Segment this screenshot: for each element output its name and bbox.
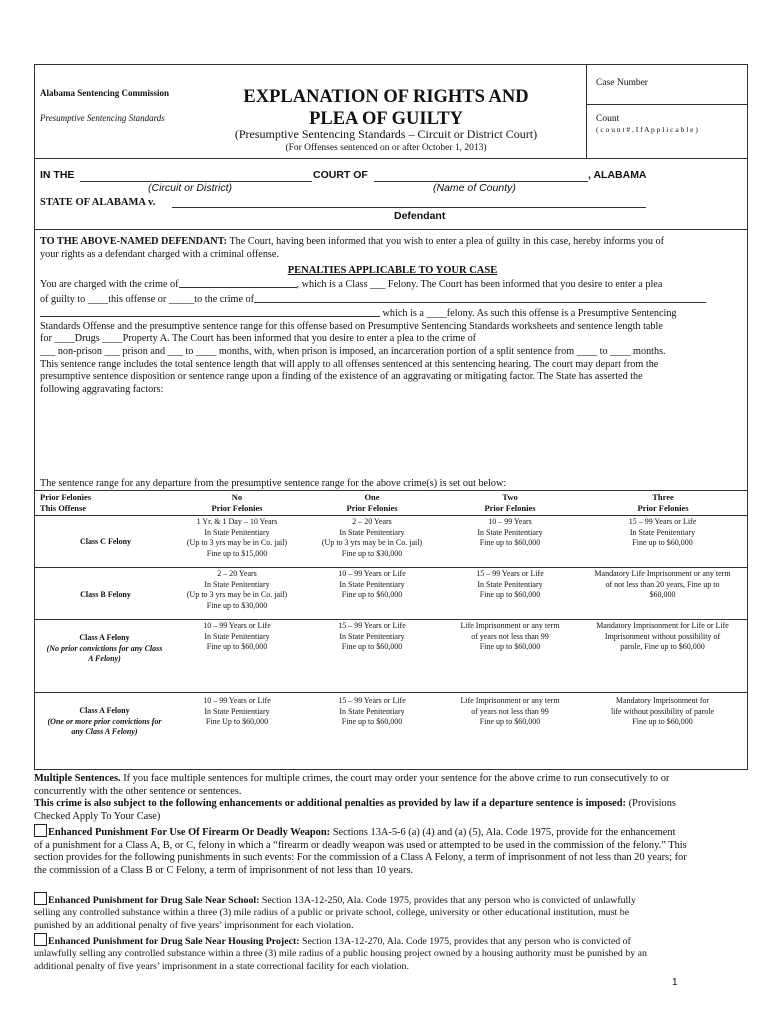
title-line-1: EXPLANATION OF RIGHTS AND xyxy=(243,87,529,107)
cell-line: Fine up to $60,000 xyxy=(341,717,403,726)
cell-a2-none xyxy=(175,696,299,728)
court-type-field[interactable] xyxy=(80,168,312,181)
cell-line: In State Penitentiary xyxy=(339,527,405,537)
row-line xyxy=(34,619,748,620)
cell-line: In State Penitentiary xyxy=(204,527,270,537)
row-head-class-c: Class C Felony xyxy=(79,537,132,546)
cell-a2-three xyxy=(580,696,745,728)
court-divider xyxy=(34,229,748,230)
cell-line: Fine up to $60,000 xyxy=(632,717,693,726)
cell-line: In State Penitentiary xyxy=(477,527,543,537)
cell-line: 15 – 99 Years or Life xyxy=(628,517,697,526)
count-label: Count xyxy=(596,114,620,124)
cell-line: Imprisonment without possibility of xyxy=(604,631,721,641)
cell-line: Fine Up to $60,000 xyxy=(205,717,269,726)
col-header-line: Prior Felonies xyxy=(211,503,263,513)
corner-prior-felonies: Prior Felonies xyxy=(40,492,92,502)
cell-line: Fine up to $60,000 xyxy=(341,590,403,599)
firearm-title: Enhanced Punishment For Use Of Firearm Or Deadly Weapon: xyxy=(48,826,331,838)
cell-line: $60,000 xyxy=(649,590,676,599)
school-text-2: selling any controlled substance within a three (3) mile radius of a public or private school, college, university or other educational institution, must be xyxy=(34,907,630,919)
cell-line: In State Penitentiary xyxy=(339,631,405,641)
cell-line: 10 – 99 Years or Life xyxy=(338,569,406,578)
row-line xyxy=(34,515,748,516)
cell-line: (Up to 3 yrs may be in Co. jail) xyxy=(186,590,288,599)
cell-line: 1 Yr. & 1 Day – 10 Years xyxy=(196,517,278,526)
cell-line: Fine up to $60,000 xyxy=(479,590,541,599)
enhancements-lead: This crime is also subject to the following enhancements or additional penalties as provided by law if a departure sentence is imposed: xyxy=(34,798,626,810)
in-the-label: IN THE xyxy=(40,169,75,181)
felony-text: which is a ____felony. As such this offense is a Presumptive Sentencing xyxy=(380,308,677,320)
case-number-field[interactable] xyxy=(590,90,744,103)
col-header-line: No xyxy=(231,492,243,502)
multiple-text: If you face multiple sentences for multiple crimes, the court may order your sentence for the above crime to run consecutively to or xyxy=(120,773,670,784)
col-header-line: Two xyxy=(502,492,518,502)
multiple-text-2: concurrently with the other sentence or sentences. xyxy=(34,785,242,797)
cell-a1-three xyxy=(580,621,745,653)
plea-crime-field-2[interactable] xyxy=(40,306,380,317)
cell-line: In State Penitentiary xyxy=(477,579,543,589)
cell-line: Mandatory Imprisonment for Life or Life xyxy=(596,621,729,630)
cell-line: of years not less than 99 xyxy=(471,706,549,716)
cell-line: Mandatory Life Imprisonment or any term xyxy=(594,569,731,578)
range-text-1: This sentence range includes the total sentence length that will apply to all offenses sentenced at this sentencing hearing. The court may depart from the xyxy=(40,358,659,370)
housing-text-2: unlawfully selling any controlled substance within a three (3) mile radius of a public housing project owned by a housing authority must be punished by an xyxy=(34,948,647,960)
cell-line: Mandatory Imprisonment for xyxy=(615,696,710,705)
standards-text: Standards Offense and the presumptive sentence range for this offense based on Presumptive Sentencing Standards worksheets and sentence length table xyxy=(40,320,663,332)
cell-line: Fine up to $60,000 xyxy=(479,538,541,547)
intro-paragraph xyxy=(40,236,745,261)
cell-b-three xyxy=(580,569,745,601)
defendant-label: Defendant xyxy=(394,210,446,222)
cell-line: 15 – 99 Years or Life xyxy=(476,569,544,578)
housing-title: Enhanced Punishment for Drug Sale Near Housing Project: xyxy=(48,935,300,947)
court-of-label: COURT OF xyxy=(313,169,368,181)
cell-line: In State Penitentiary xyxy=(339,706,405,716)
state-v-label: STATE OF ALABAMA v. xyxy=(40,197,156,208)
col-header-line: Three xyxy=(652,492,674,502)
alabama-label: , ALABAMA xyxy=(588,169,647,181)
county-field[interactable] xyxy=(374,168,588,181)
school-title: Enhanced Punishment for Drug Sale Near School: xyxy=(48,894,260,906)
row-line xyxy=(34,567,748,568)
row-head-sub: (One or more prior convictions for any Class A Felony) xyxy=(47,716,162,736)
cell-a2-two xyxy=(448,696,572,728)
cell-line: 15 – 99 Years or Life xyxy=(338,621,406,630)
housing-checkbox[interactable] xyxy=(34,933,47,946)
school-text-3: punished by an additional penalty of five years’ imprisonment for each violation. xyxy=(34,920,354,932)
cell-line: 2 – 20 Years xyxy=(217,569,257,578)
case-box-divider xyxy=(586,64,587,158)
cell-a1-none xyxy=(175,621,299,653)
lower-section xyxy=(34,773,748,974)
title-line-2: PLEA OF GUILTY xyxy=(309,109,463,129)
cell-line: (Up to 3 yrs may be in Co. jail) xyxy=(186,538,288,547)
plea-text: of guilty to ____this offense or _____to the crime of xyxy=(40,293,254,305)
cell-c-two xyxy=(448,517,572,549)
row-head-sub: (No prior convictions for any Class A Felony) xyxy=(46,643,163,663)
form-subtitle-date: (For Offenses sentenced on or after October 1, 2013) xyxy=(285,143,487,153)
cell-a1-one xyxy=(310,621,434,653)
housing-text-3: additional penalty of five years’ imprisonment in a state correctional facility for each violation. xyxy=(34,961,409,973)
penalties-paragraph xyxy=(40,277,745,396)
header-divider xyxy=(34,158,748,159)
cell-line: Fine up to $15,000 xyxy=(206,548,268,558)
cell-line: Fine up to $60,000 xyxy=(479,717,541,726)
page-number: 1 xyxy=(672,977,678,988)
cell-line: (Up to 3 yrs may be in Co. jail) xyxy=(321,538,423,547)
firearm-checkbox[interactable] xyxy=(34,824,47,837)
col-header-two-prior xyxy=(448,492,572,514)
aggravating-label: following aggravating factors: xyxy=(40,383,164,395)
cell-a2-one xyxy=(310,696,434,728)
row-head-text: Class A Felony xyxy=(79,706,130,715)
firearm-text-1: Sections 13A-5-6 (a) (4) and (a) (5), Ala. Code 1975, provide for the enhancement xyxy=(330,826,676,838)
form-subtitle: (Presumptive Sentencing Standards – Circuit or District Court) xyxy=(234,127,538,141)
defendant-line xyxy=(172,207,646,208)
disposition-text: ___ non-prison ___ prison and ___ to ____ months, with, when prison is imposed, an incarceration portion of a split sentence from ____ to ____ months. xyxy=(40,345,666,357)
cell-line: Life Imprisonment or any term xyxy=(460,621,560,630)
multiple-lead: Multiple Sentences. xyxy=(34,773,121,784)
cell-line: 15 – 99 Years or Life xyxy=(338,696,406,705)
count-hint: ( c o u n t # , I f A p p l i c a b l e ) xyxy=(596,125,698,134)
col-header-one-prior xyxy=(310,492,434,514)
col-header-line: Prior Felonies xyxy=(346,503,398,513)
form-title xyxy=(196,86,576,130)
cell-line: parole, Fine up to $60,000 xyxy=(620,642,705,651)
enhancements-lead-tail: (Provisions xyxy=(626,798,676,810)
col-header-no-prior xyxy=(175,492,299,514)
charged-crime-field[interactable] xyxy=(179,277,297,288)
cell-b-none xyxy=(175,569,299,611)
aggravating-factors-field[interactable] xyxy=(40,400,745,472)
cell-a1-two xyxy=(448,621,572,653)
circuit-hint: (Circuit or District) xyxy=(148,182,232,194)
intro-text: The Court, having been informed that you wish to enter a plea of guilty in this case, hereby informs you of xyxy=(227,236,665,247)
firearm-text-4: the commission of a Class B or C Felony, a term of imprisonment of not less than 10 years. xyxy=(34,864,414,876)
cell-line: Fine up to $60,000 xyxy=(206,642,268,651)
cell-b-two xyxy=(448,569,572,601)
penalties-heading: PENALTIES APPLICABLE TO YOUR CASE xyxy=(287,265,498,276)
cell-line: Life Imprisonment or any term xyxy=(460,696,560,705)
row-head-class-a-prior xyxy=(42,706,167,738)
cell-line: 10 – 99 Years xyxy=(488,517,532,526)
col-header-line: Prior Felonies xyxy=(484,503,536,513)
case-number-label: Case Number xyxy=(596,78,648,88)
cell-line: of years not less than 99 xyxy=(471,631,549,641)
defendant-name-field[interactable] xyxy=(172,194,646,207)
housing-text-1: Section 13A-12-270, Ala. Code 1975, provides that any person who is convicted of xyxy=(299,935,631,947)
row-head-text: Class A Felony xyxy=(79,633,130,642)
cell-line: Fine up to $60,000 xyxy=(479,642,541,651)
school-checkbox[interactable] xyxy=(34,892,47,905)
county-hint: (Name of County) xyxy=(433,182,516,194)
cell-line: of not less than 20 years, Fine up to xyxy=(605,579,720,589)
cell-line: Fine up to $30,000 xyxy=(206,600,268,610)
intro-text-2: your rights as a defendant charged with a criminal offense. xyxy=(40,248,279,260)
col-header-line: One xyxy=(364,492,380,502)
cell-line: 2 – 20 Years xyxy=(352,517,392,526)
cell-line: Fine up to $60,000 xyxy=(341,642,403,651)
departure-text: The sentence range for any departure from the presumptive sentence range for the above crime(s) is set out below: xyxy=(40,478,507,489)
cell-line: 10 – 99 Years or Life xyxy=(203,696,271,705)
cell-line: In State Penitentiary xyxy=(204,631,270,641)
cell-line: Fine up to $60,000 xyxy=(632,538,693,547)
cell-line: In State Penitentiary xyxy=(339,579,405,589)
col-header-three-prior xyxy=(588,492,738,514)
drugs-property-text: for ____Drugs ____Property A. The Court has been informed that you desire to enter a plea to the crime of xyxy=(40,333,477,345)
table-top-line xyxy=(34,490,748,491)
cell-line: life without possibility of parole xyxy=(610,706,715,716)
cell-line: Fine up to $30,000 xyxy=(341,548,403,558)
range-text-2: presumptive sentence disposition or sentence range upon a finding of the existence of an aggravating or mitigating factor. The State has asserted the xyxy=(40,371,643,383)
col-header-line: Prior Felonies xyxy=(637,503,689,513)
cell-c-none xyxy=(175,517,299,559)
charge-text: You are charged with the crime of xyxy=(40,279,179,290)
plea-crime-field[interactable] xyxy=(254,292,706,303)
class-text: , which is a Class ___ Felony. The Court has been informed that you desire to enter a plea xyxy=(296,279,663,290)
cell-line: In State Penitentiary xyxy=(204,579,270,589)
cell-line: In State Penitentiary xyxy=(629,527,696,537)
commission-name: Alabama Sentencing Commission xyxy=(40,88,170,98)
corner-this-offense: This Offense xyxy=(40,503,87,513)
row-head-class-b: Class B Felony xyxy=(80,590,131,599)
enhancements-lead-2: Checked Apply To Your Case) xyxy=(34,811,161,823)
cell-line: 10 – 99 Years or Life xyxy=(203,621,271,630)
standards-label: Presumptive Sentencing Standards xyxy=(40,113,165,123)
firearm-text-2: of a punishment for a Class A, B, or C, felony in which a “firearm or deadly weapon was used or attempted to be used in the commission of the felony.” This xyxy=(34,839,687,851)
cell-c-three xyxy=(580,517,745,549)
cell-line: In State Penitentiary xyxy=(204,706,270,716)
case-number-line xyxy=(586,104,748,105)
table-corner xyxy=(40,492,91,514)
firearm-text-3: section provides for the following punishments in such events: For the commission of a Class A Felony, a term of imprisonment of not less than 20 years; for xyxy=(34,852,687,864)
row-line xyxy=(34,692,748,693)
intro-lead: TO THE ABOVE-NAMED DEFENDANT: xyxy=(40,236,228,247)
cell-b-one xyxy=(310,569,434,601)
school-text-1: Section 13A-12-250, Ala. Code 1975, provides that any person who is convicted of unlawfully xyxy=(259,894,636,906)
row-head-class-a-no-prior xyxy=(42,633,167,665)
cell-c-one xyxy=(310,517,434,559)
